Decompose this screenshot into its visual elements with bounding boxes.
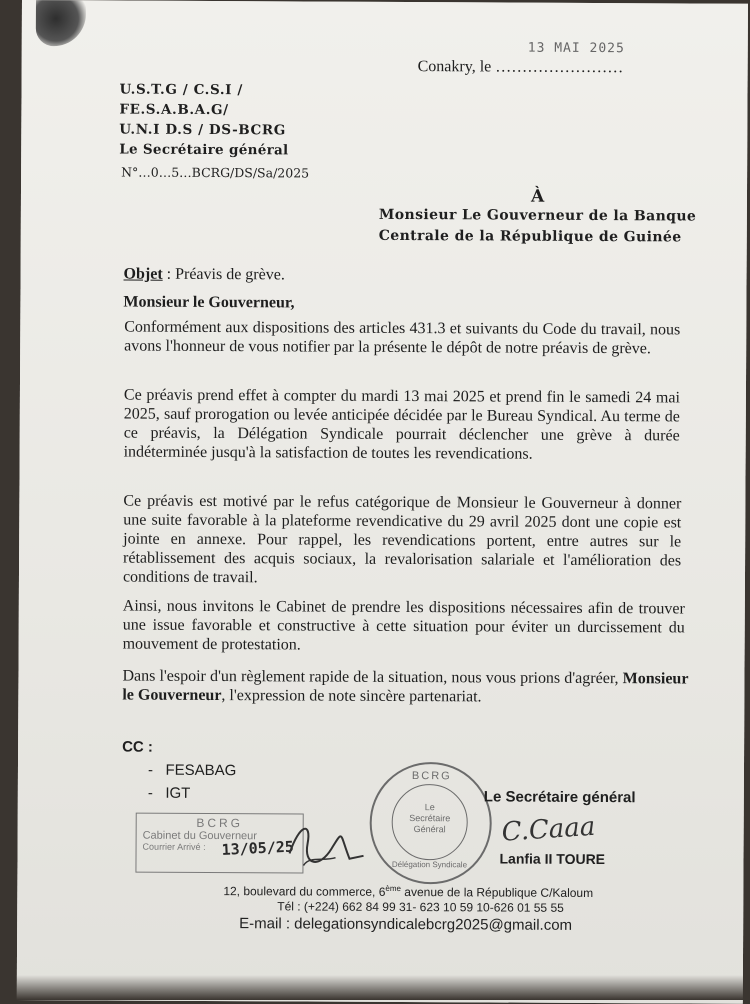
org-line: U.S.T.G / C.S.I / [119,81,243,99]
recipient-prefix: À [530,186,545,207]
paragraph: Conformément aux dispositions des articles 431.3 et suivants du Code du travail, nous avons l'honneur de vous notifier par la présente le dépôt de notre préavis de grève. [124,318,681,358]
background-shadow [0,975,750,1000]
stamp-ring-text: BCRG [411,770,452,783]
subject-text: : Préavis de grève. [162,265,285,284]
cc-label: CC : [122,738,153,756]
stamp-center: Le Secrétaire Général [409,802,451,835]
stamp-ring-bottom: Délégation Syndicale [391,859,468,870]
cc-item: - IGT [147,784,191,802]
subject-line [124,265,285,285]
closing: Dans l'espoir d'un règlement rapide de la situation, nous vous prions d'agréer, Monsieur le Gouverneur, l'expression de note sincère partenariat. [122,667,689,706]
org-line: Le Secrétaire général [119,141,289,159]
footer-address: 12, boulevard du commerce, 6ème avenue de la République C/Kaloum [223,883,594,901]
recipient-block [379,206,697,247]
union-round-stamp [369,762,492,885]
paragraph: Ainsi, nous invitons le Cabinet de prendre les dispositions nécessaires afin de trouver une issue favorable et constructive à cette situation pour éviter un durcissement du mouvement de protestation. [122,597,685,654]
paragraph: Ce préavis est motivé par le refus catégorique de Monsieur le Gouverneur à donner une suite favorable à la plateforme revendicative du 29 avril 2025 dont une copie est jointe en annexe. Pour rappel, les revendications portent, entre autres sur le rétablissement des acquis sociaux, la revalorisation salariale et l'amélioration des conditions de travail. [122,492,682,587]
recipient-line: Centrale de la République de Guinée [378,227,682,246]
receipt-stamp-line: BCRG [196,815,244,831]
handwritten-signature: C.Caaa [500,811,597,848]
footer-email: E-mail : delegationsyndicalebcrg2025@gmail.com [239,915,573,934]
date-stamp: 13 MAI 2025 [527,40,625,57]
reference-number: N°…0…5…BCRG/DS/Sa/2025 [121,164,310,181]
receipt-stamp-line: Courrier Arrivé : [142,841,206,852]
receipt-initials-scribble [279,813,369,873]
signatory-title: Le Secrétaire général [483,788,636,807]
cc-item: - FESABAG [147,761,237,780]
org-line: U.N.I D.S / DS-BCRG [119,121,286,139]
letter-page [17,0,748,1004]
salutation: Monsieur le Gouverneur, [123,293,295,312]
receipt-handwritten-date: 13/05/25 [221,837,295,859]
recipient-line: Monsieur Le Gouverneur de la Banque [378,206,697,225]
subject-label: Objet [123,265,163,283]
place-date: Conakry, le …………………… [417,58,624,77]
signatory-name: Lanfia II TOURE [499,850,606,868]
footer-phone: Tél : (+224) 662 84 99 31- 623 10 59 10-626 01 55 55 [277,899,564,915]
ink-blotch [36,0,86,46]
receipt-stamp-line: Cabinet du Gouverneur [142,829,258,843]
cc-block [122,739,237,803]
org-header [119,81,289,160]
paragraph: Ce préavis prend effet à compter du mardi 13 mai 2025 et prend fin le samedi 24 mai 2025, sauf prorogation ou levée anticipée décidée par le Bureau Syndical. Au terme de ce préavis, la Délégation Syndicale pourrait déclencher une grève à durée indéterminée jusqu'à la satisfaction de toutes les revendications. [123,386,680,463]
closing-bold: Monsieur le Gouverneur [122,670,689,705]
org-line: FE.S.A.B.A.G/ [119,101,229,119]
